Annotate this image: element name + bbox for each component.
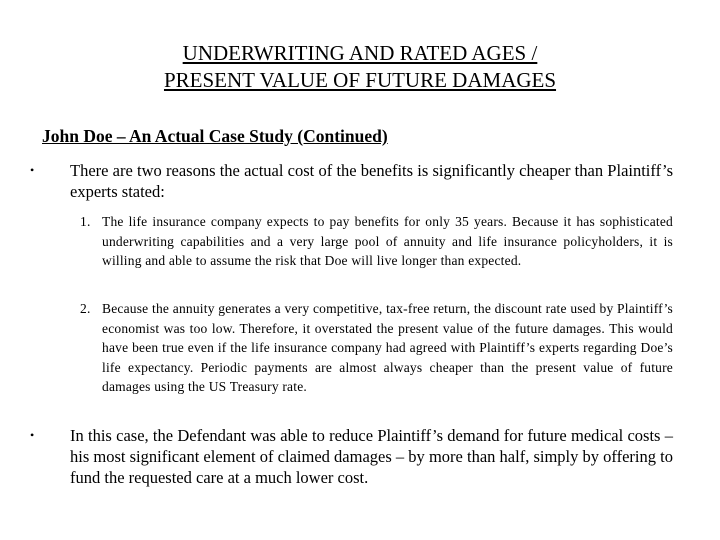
numbered-marker: 1. xyxy=(80,214,91,229)
bullet-item xyxy=(30,425,673,488)
numbered-marker: 2. xyxy=(80,301,91,316)
bullet-text: There are two reasons the actual cost of the benefits is significantly cheaper than Plaintiff’s experts stated: xyxy=(70,161,673,201)
section-heading: John Doe – An Actual Case Study (Continued) xyxy=(42,126,388,146)
numbered-item xyxy=(80,299,673,397)
bullet-text: In this case, the Defendant was able to reduce Plaintiff’s demand for future medical costs – his most significant element of claimed damages – by more than half, simply by offering to fund the requested care at a much lower cost. xyxy=(70,426,673,487)
bullet-item xyxy=(30,160,673,202)
numbered-text: Because the annuity generates a very competitive, tax-free return, the discount rate used by Plaintiff’s economist was too low. Therefore, it overstated the present value of the future damages. This would have been true even if the life insurance company had agreed with Plaintiff’s experts regarding Doe’s life expectancy. Periodic payments are almost always cheaper than the present value of future damages using the US Treasury rate. xyxy=(102,301,673,394)
numbered-text: The life insurance company expects to pay benefits for only 35 years. Because it has sophisticated underwriting capabilities and a very large pool of annuity and life insurance policyholders, it is willing and able to assume the risk that Doe will live longer than expected. xyxy=(102,214,673,268)
numbered-item xyxy=(80,212,673,271)
page-title xyxy=(0,40,720,94)
bullet-marker: • xyxy=(30,163,35,177)
bullet-marker: • xyxy=(30,428,35,442)
title-line-1: UNDERWRITING AND RATED AGES / xyxy=(182,41,538,65)
title-line-2: PRESENT VALUE OF FUTURE DAMAGES xyxy=(163,68,557,92)
